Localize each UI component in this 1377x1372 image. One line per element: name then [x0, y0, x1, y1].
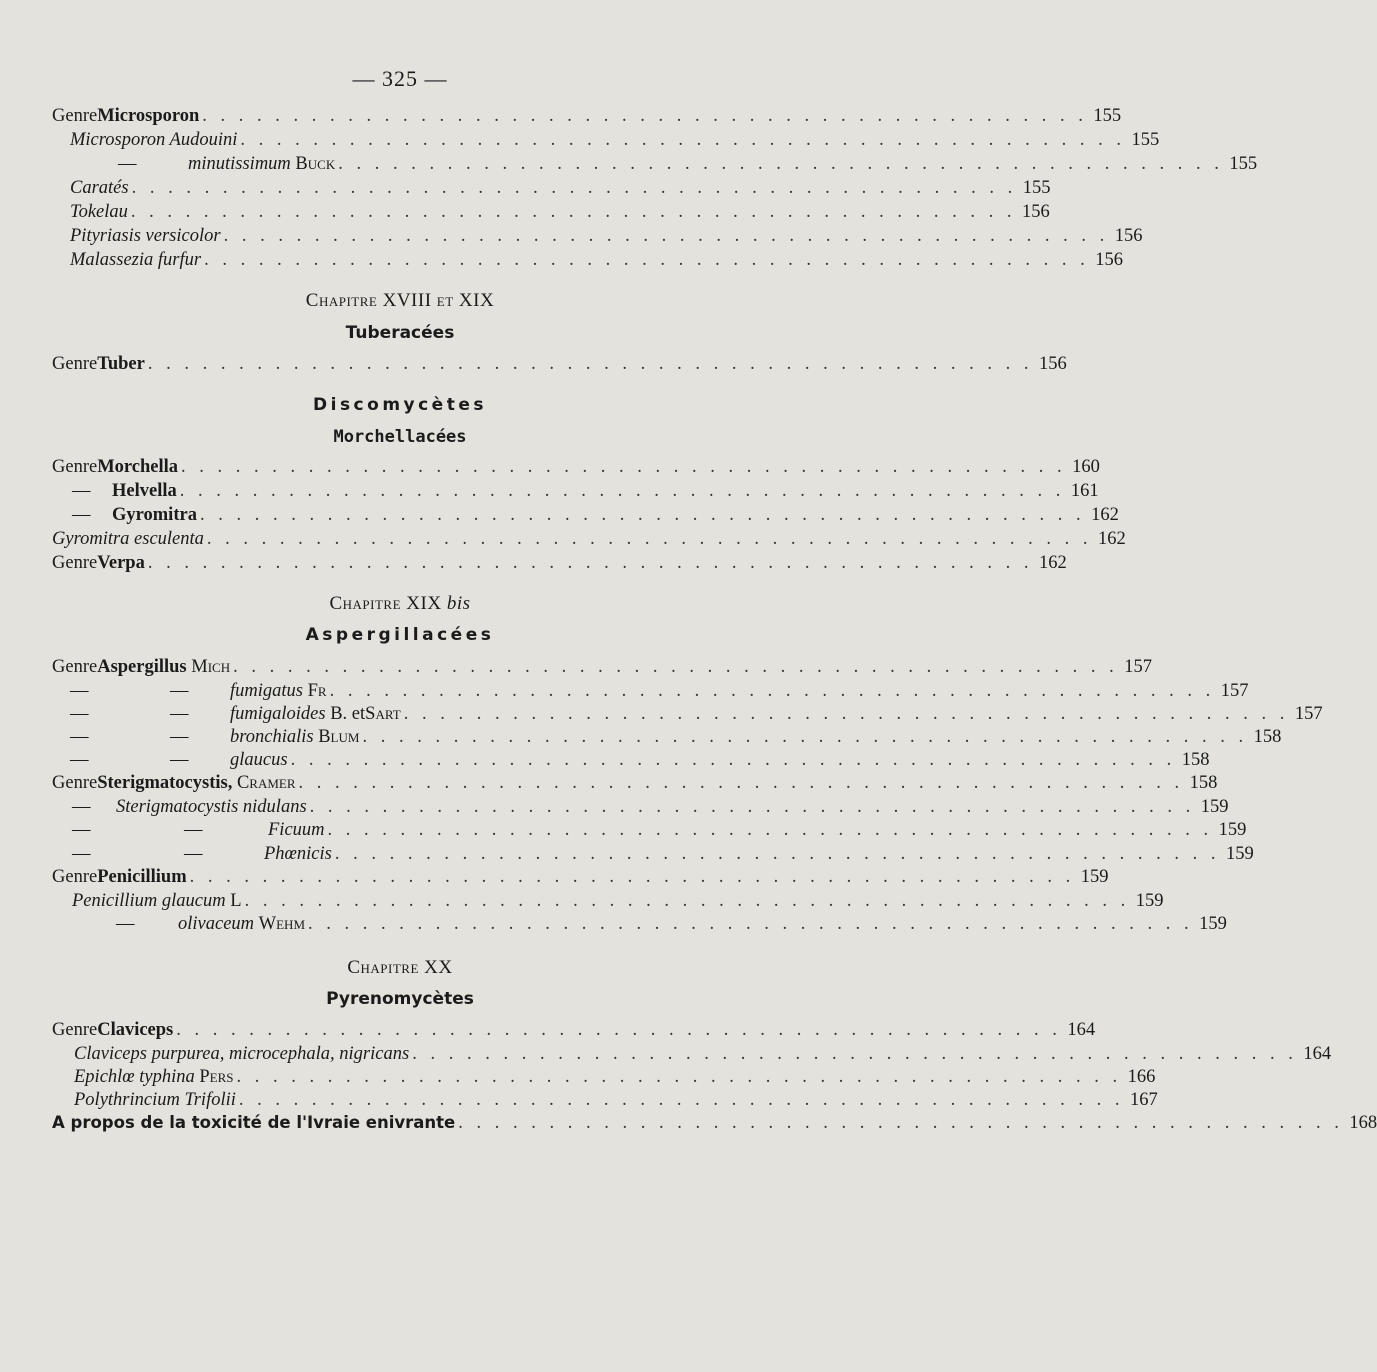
toc-entry-ficuum[interactable]: — — Ficuum . . . . . . . . . . . . . . . . . . . . . . . . . . . . . . . . . . . . . . . . . . . . . . . . . 159	[72, 820, 1247, 840]
toc-entry-aspergillus[interactable]: Genre Aspergillus Mich . . . . . . . . . . . . . . . . . . . . . . . . . . . . . . . . . . . . . . . . . . . . . . . . . 157	[52, 657, 1152, 677]
chapter-heading: Chapitre XVIII et XIX	[305, 290, 495, 311]
section-title: Tuberacées	[345, 323, 455, 343]
toc-entry-pityriasis[interactable]: Pityriasis versicolor . . . . . . . . . . . . . . . . . . . . . . . . . . . . . . . . . . . . . . . . . . . . . . . . . 156	[70, 226, 1143, 246]
toc-entry-sterigmatocystis-nidulans[interactable]: — Sterigmatocystis nidulans . . . . . . . . . . . . . . . . . . . . . . . . . . . . . . . . . . . . . . . . . . . . . . . . . 159	[72, 797, 1229, 817]
toc-entry-epichloe[interactable]: Epichlœ typhina Pers . . . . . . . . . . . . . . . . . . . . . . . . . . . . . . . . . . . . . . . . . . . . . . . . . 166	[74, 1067, 1156, 1087]
toc-entry-fumigaloides[interactable]: — — fumigaloides B. et Sart . . . . . . . . . . . . . . . . . . . . . . . . . . . . . . . . . . . . . . . . . . . . . . . . . 157	[70, 704, 1323, 724]
toc-entry-sterigmatocystis[interactable]: Genre Sterigmatocystis, Cramer . . . . . . . . . . . . . . . . . . . . . . . . . . . . . . . . . . . . . . . . . . . . . . . . . 158	[52, 773, 1218, 793]
toc-entry-microsporon[interactable]: Genre Microsporon . . . . . . . . . . . . . . . . . . . . . . . . . . . . . . . . . . . . . . . . . . . . . . . . . 155	[52, 106, 1122, 126]
toc-entry-olivaceum[interactable]: — olivaceum Wehm . . . . . . . . . . . . . . . . . . . . . . . . . . . . . . . . . . . . . . . . . . . . . . . . . 159	[116, 914, 1227, 934]
toc-entry-glaucus[interactable]: — — glaucus . . . . . . . . . . . . . . . . . . . . . . . . . . . . . . . . . . . . . . . . . . . . . . . . . 158	[70, 750, 1210, 770]
toc-entry-fumigatus[interactable]: — — fumigatus Fr . . . . . . . . . . . . . . . . . . . . . . . . . . . . . . . . . . . . . . . . . . . . . . . . . 157	[70, 681, 1249, 701]
toc-entry-malassezia[interactable]: Malassezia furfur . . . . . . . . . . . . . . . . . . . . . . . . . . . . . . . . . . . . . . . . . . . . . . . . . 156	[70, 250, 1123, 270]
toc-entry-verpa[interactable]: Genre Verpa . . . . . . . . . . . . . . . . . . . . . . . . . . . . . . . . . . . . . . . . . . . . . . . . . 162	[52, 553, 1067, 573]
toc-entry-bronchialis[interactable]: — — bronchialis Blum . . . . . . . . . . . . . . . . . . . . . . . . . . . . . . . . . . . . . . . . . . . . . . . . . 158	[70, 727, 1282, 747]
section-subtitle: Morchellacées	[333, 427, 467, 447]
section-title: Aspergillacées	[305, 625, 495, 645]
section-title: Pyrenomycètes	[326, 989, 474, 1009]
toc-entry-penicillium-glaucum[interactable]: Penicillium glaucum L . . . . . . . . . . . . . . . . . . . . . . . . . . . . . . . . . . . . . . . . . . . . . . . . . 159	[72, 891, 1164, 911]
chapter-heading: Chapitre XX	[347, 957, 453, 978]
toc-entry-minutissimum[interactable]: — minutissimum Buck . . . . . . . . . . . . . . . . . . . . . . . . . . . . . . . . . . . . . . . . . . . . . . . . . 155	[118, 154, 1258, 174]
toc-entry-morchella[interactable]: Genre Morchella . . . . . . . . . . . . . . . . . . . . . . . . . . . . . . . . . . . . . . . . . . . . . . . . . 160	[52, 457, 1100, 477]
section-title: Discomycètes	[313, 395, 487, 415]
toc-entry-tokelau[interactable]: Tokelau . . . . . . . . . . . . . . . . . . . . . . . . . . . . . . . . . . . . . . . . . . . . . . . . . 156	[70, 202, 1050, 222]
toc-entry-helvella[interactable]: — Helvella . . . . . . . . . . . . . . . . . . . . . . . . . . . . . . . . . . . . . . . . . . . . . . . . . 161	[72, 481, 1099, 501]
toc-entry-tuber[interactable]: Genre Tuber . . . . . . . . . . . . . . . . . . . . . . . . . . . . . . . . . . . . . . . . . . . . . . . . . 156	[52, 354, 1067, 374]
chapter-heading: Chapitre XIX bis	[329, 593, 471, 614]
toc-entry-gyromitra[interactable]: — Gyromitra . . . . . . . . . . . . . . . . . . . . . . . . . . . . . . . . . . . . . . . . . . . . . . . . . 162	[72, 505, 1119, 525]
toc-entry-phoenicis[interactable]: — — Phœnicis . . . . . . . . . . . . . . . . . . . . . . . . . . . . . . . . . . . . . . . . . . . . . . . . . 159	[72, 844, 1254, 864]
toc-entry-claviceps-purpurea[interactable]: Claviceps purpurea, microcephala, nigricans . . . . . . . . . . . . . . . . . . . . . . . . . . . . . . . . . . . . . . . . . . . . . . . . . 164	[74, 1044, 1332, 1064]
toc-entry-carates[interactable]: Caratés . . . . . . . . . . . . . . . . . . . . . . . . . . . . . . . . . . . . . . . . . . . . . . . . . 155	[70, 178, 1051, 198]
toc-entry-microsporon-audouini[interactable]: Microsporon Audouini . . . . . . . . . . . . . . . . . . . . . . . . . . . . . . . . . . . . . . . . . . . . . . . . . 155	[70, 130, 1160, 150]
toc-entry-penicillium[interactable]: Genre Penicillium . . . . . . . . . . . . . . . . . . . . . . . . . . . . . . . . . . . . . . . . . . . . . . . . . 159	[52, 867, 1109, 887]
page-number: — 325 —	[352, 66, 448, 91]
toc-entry-polythrincium[interactable]: Polythrincium Trifolii . . . . . . . . . . . . . . . . . . . . . . . . . . . . . . . . . . . . . . . . . . . . . . . . . 167	[74, 1090, 1158, 1110]
toc-entry-claviceps[interactable]: Genre Claviceps . . . . . . . . . . . . . . . . . . . . . . . . . . . . . . . . . . . . . . . . . . . . . . . . . 164	[52, 1020, 1096, 1040]
toc-entry-gyromitra-esculenta[interactable]: Gyromitra esculenta . . . . . . . . . . . . . . . . . . . . . . . . . . . . . . . . . . . . . . . . . . . . . . . . . 162	[52, 529, 1126, 549]
toc-entry-ivraie[interactable]: A propos de la toxicité de l'Ivraie enivrante . . . . . . . . . . . . . . . . . . . . . . . . . . . . . . . . . . . . . . . . . . . . . . . . . 168	[52, 1113, 1377, 1133]
